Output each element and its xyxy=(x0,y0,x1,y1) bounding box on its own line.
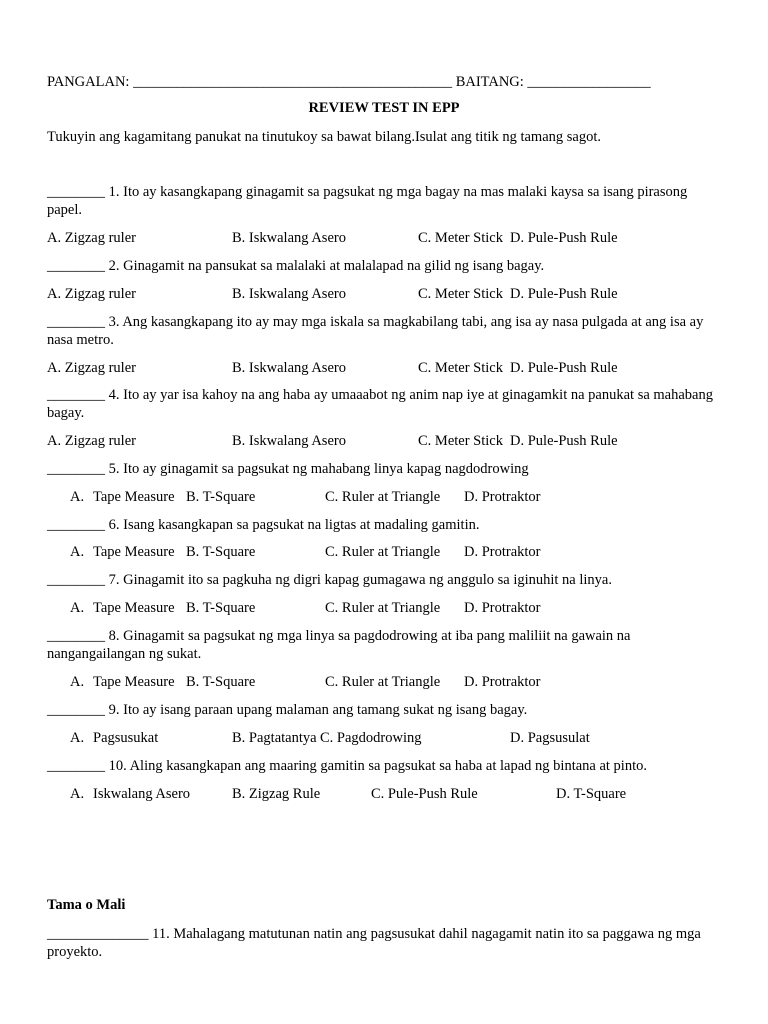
q8-option-a: Tape Measure xyxy=(93,674,175,690)
question-7: ________ 7. Ginagamit ito sa pagkuha ng digri kapag gumagawa ng anggulo sa iginuhit na linya. xyxy=(47,572,612,588)
q4-option-b: B. Iskwalang Asero xyxy=(232,433,346,449)
q2-option-a: A. Zigzag ruler xyxy=(47,286,136,302)
q1-option-b: B. Iskwalang Asero xyxy=(232,230,346,246)
q5-option-c: C. Ruler at Triangle xyxy=(325,489,441,505)
question-3: ________ 3. Ang kasangkapang ito ay may mga iskala sa magkabilang tabi, ang isa ay nasa pulgada at ang isa ay nasa metro. xyxy=(47,314,704,348)
question-10: ________ 10. Aling kasangkapan ang maaring gamitin sa pagsukat sa haba at lapad ng bintana at pinto. xyxy=(47,758,647,774)
question-8: ________ 8. Ginagamit sa pagsukat ng mga linya sa pagdodrowing at iba pang maliliit na gawain na nangangailangan ng sukat. xyxy=(47,628,631,662)
q9-option-d: D. Pagsusulat xyxy=(510,730,590,746)
q5-option-d: D. Protraktor xyxy=(464,489,541,505)
q7-option-b: B. T-Square xyxy=(186,600,256,616)
q3-option-d: D. Pule-Push Rule xyxy=(510,360,618,376)
question-9: ________ 9. Ito ay isang paraan upang malaman ang tamang sukat ng isang bagay. xyxy=(47,702,528,718)
q2-option-d: D. Pule-Push Rule xyxy=(510,286,618,302)
q8-option-a-letter: A. xyxy=(70,674,85,690)
page-title: REVIEW TEST IN EPP xyxy=(308,100,460,116)
instruction: Tukuyin ang kagamitang panukat na tinutukoy sa bawat bilang.Isulat ang titik ng tamang sagot. xyxy=(47,129,601,145)
question-1: ________ 1. Ito ay kasangkapang ginagamit sa pagsukat ng mga bagay na mas malaki kaysa sa isang pirasong papel. xyxy=(47,184,688,218)
q3-option-c: C. Meter Stick xyxy=(418,360,503,376)
section-title-tama-o-mali: Tama o Mali xyxy=(47,897,126,913)
q6-option-d: D. Protraktor xyxy=(464,544,541,560)
q7-option-d: D. Protraktor xyxy=(464,600,541,616)
q1-option-c: C. Meter Stick xyxy=(418,230,503,246)
q7-option-c: C. Ruler at Triangle xyxy=(325,600,441,616)
q5-option-a: Tape Measure xyxy=(93,489,175,505)
q6-option-b: B. T-Square xyxy=(186,544,256,560)
q7-option-a: Tape Measure xyxy=(93,600,175,616)
question-4: ________ 4. Ito ay yar isa kahoy na ang haba ay umaaabot ng anim nap iye at ginagamkit na panukat sa mahabang bagay. xyxy=(47,387,713,421)
q10-option-a: Iskwalang Asero xyxy=(93,786,191,802)
question-5: ________ 5. Ito ay ginagamit sa pagsukat ng mahabang linya kapag nagdodrowing xyxy=(47,461,529,477)
q8-option-c: C. Ruler at Triangle xyxy=(325,674,441,690)
q2-option-b: B. Iskwalang Asero xyxy=(232,286,346,302)
q5-option-a-letter: A. xyxy=(70,489,85,505)
q10-option-d: D. T-Square xyxy=(556,786,627,802)
q7-option-a-letter: A. xyxy=(70,600,85,616)
q6-option-c: C. Ruler at Triangle xyxy=(325,544,441,560)
q4-option-d: D. Pule-Push Rule xyxy=(510,433,618,449)
q9-option-b: B. Pagtatantya xyxy=(232,730,317,746)
q8-option-b: B. T-Square xyxy=(186,674,256,690)
q4-option-a: A. Zigzag ruler xyxy=(47,433,136,449)
q3-option-b: B. Iskwalang Asero xyxy=(232,360,346,376)
q6-option-a-letter: A. xyxy=(70,544,85,560)
q8-option-d: D. Protraktor xyxy=(464,674,541,690)
q9-option-c: C. Pagdodrowing xyxy=(320,730,422,746)
q1-option-a: A. Zigzag ruler xyxy=(47,230,136,246)
q4-option-c: C. Meter Stick xyxy=(418,433,503,449)
q9-option-a-letter: A. xyxy=(70,730,85,746)
q9-option-a: Pagsusukat xyxy=(93,730,159,746)
q6-option-a: Tape Measure xyxy=(93,544,175,560)
q10-option-a-letter: A. xyxy=(70,786,85,802)
question-6: ________ 6. Isang kasangkapan sa pagsukat na ligtas at madaling gamitin. xyxy=(47,517,480,533)
q10-option-b: B. Zigzag Rule xyxy=(232,786,321,802)
name-grade-line: PANGALAN: ____________________________________________ BAITANG: _________________ xyxy=(47,74,651,90)
question-11: ______________ 11. Mahalagang matutunan natin ang pagsusukat dahil nagagamit natin ito sa paggawa ng mga proyekto. xyxy=(47,926,701,960)
q1-option-d: D. Pule-Push Rule xyxy=(510,230,618,246)
q3-option-a: A. Zigzag ruler xyxy=(47,360,136,376)
q5-option-b: B. T-Square xyxy=(186,489,256,505)
q10-option-c: C. Pule-Push Rule xyxy=(371,786,478,802)
question-2: ________ 2. Ginagamit na pansukat sa malalaki at malalapad na gilid ng isang bagay. xyxy=(47,258,545,274)
q2-option-c: C. Meter Stick xyxy=(418,286,503,302)
